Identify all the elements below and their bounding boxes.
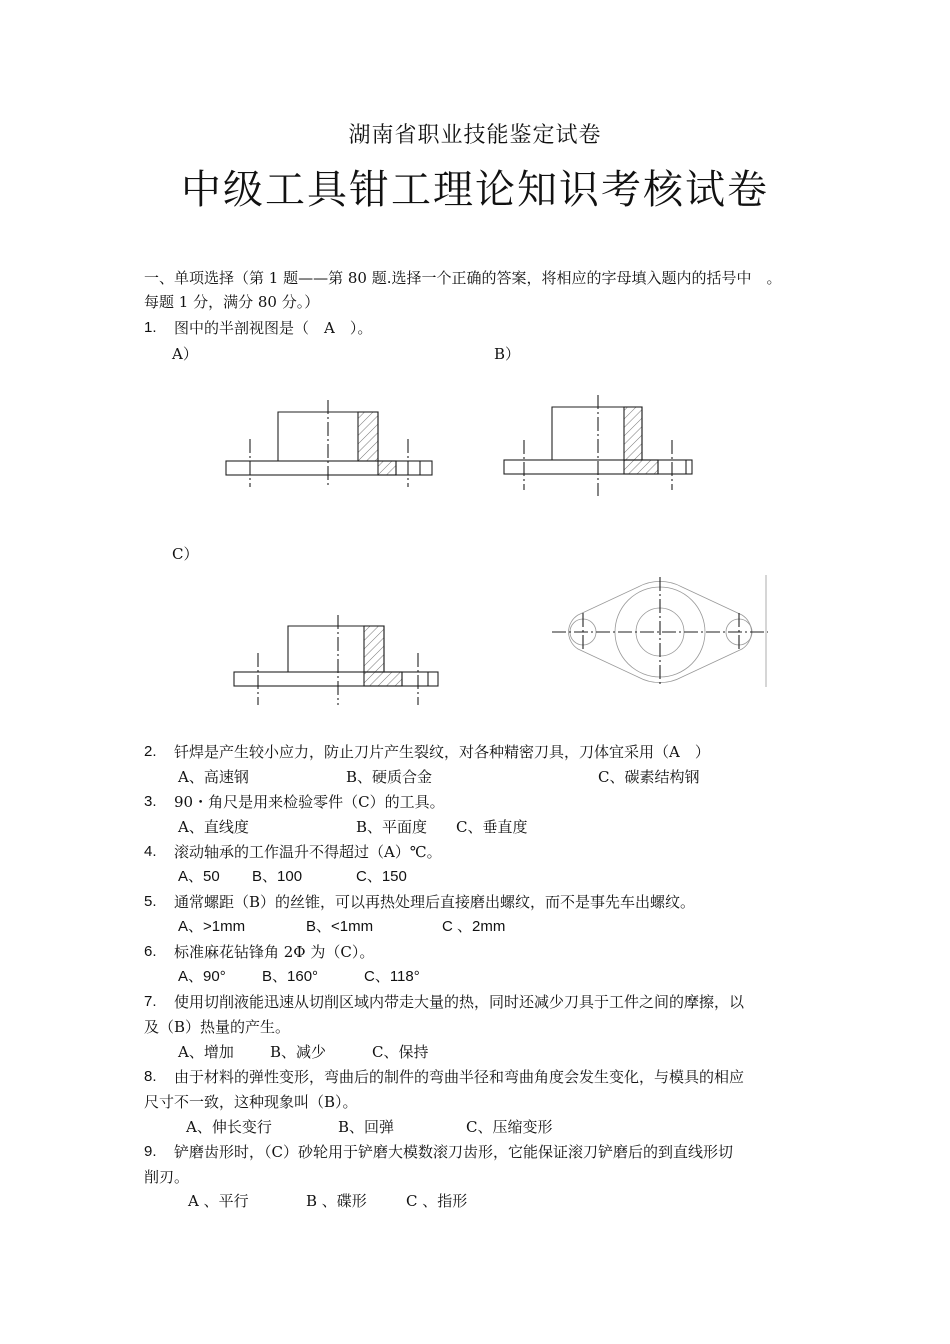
question-8-text: 由于材料的弹性变形，弯曲后的制件的弯曲半径和弯曲角度会发生变化，与模具的相应 bbox=[174, 1068, 745, 1086]
question-4-number: 4. bbox=[144, 843, 157, 860]
question-6-option-b: B、160° bbox=[262, 968, 319, 985]
question-6-text: 标准麻花钻锋角 2Φ 为（C）。 bbox=[174, 943, 375, 961]
figure-b-half-section bbox=[500, 390, 700, 500]
section-instruction-line2: 每题 1 分，满分 80 分。） bbox=[144, 293, 320, 311]
question-5-number: 5. bbox=[144, 893, 157, 910]
question-1-number: 1. bbox=[144, 319, 157, 336]
question-2-text: 钎焊是产生较小应力，防止刀片产生裂纹，对各种精密刀具，刀体宜采用（A ） bbox=[174, 743, 710, 761]
question-8-option-a: A、伸长变行 bbox=[186, 1118, 272, 1136]
question-4-text: 滚动轴承的工作温升不得超过（A）℃。 bbox=[174, 843, 442, 861]
question-8-option-b: B、回弹 bbox=[338, 1118, 395, 1136]
question-2-option-a: A、高速钢 bbox=[178, 768, 249, 786]
section-instruction-line1: 一、单项选择（第 1 题——第 80 题.选择一个正确的答案，将相应的字母填入题内的括号中 。 bbox=[144, 269, 782, 287]
question-7-option-a: A、增加 bbox=[178, 1043, 234, 1061]
question-9-number: 9. bbox=[144, 1143, 157, 1160]
question-1-text: 图中的半剖视图是（ A ）。 bbox=[174, 319, 373, 337]
question-4-option-c: C、150 bbox=[356, 868, 407, 885]
question-5-option-b: B、<1mm bbox=[306, 918, 374, 935]
question-6-option-a: A、90° bbox=[178, 968, 226, 985]
question-7-text: 使用切削液能迅速从切削区域内带走大量的热，同时还减少刀具于工件之间的摩擦，以 bbox=[174, 993, 745, 1011]
figure-c-half-section bbox=[228, 615, 448, 715]
question-6-number: 6. bbox=[144, 943, 157, 960]
question-3-option-a: A、直线度 bbox=[178, 818, 249, 836]
question-7-text-cont: 及（B）热量的产生。 bbox=[144, 1018, 291, 1036]
question-3-option-b: B、平面度 bbox=[356, 818, 428, 836]
figure-top-view bbox=[550, 575, 770, 690]
question-5-option-a: A、>1mm bbox=[178, 918, 246, 935]
question-8-number: 8. bbox=[144, 1068, 157, 1085]
question-6-option-c: C、118° bbox=[364, 968, 420, 985]
question-2-number: 2. bbox=[144, 743, 157, 760]
question-7-option-b: B、减少 bbox=[270, 1043, 327, 1061]
question-7-number: 7. bbox=[144, 993, 157, 1010]
figure-label-c: C） bbox=[172, 545, 199, 563]
question-9-option-a: A 、平行 bbox=[188, 1192, 249, 1210]
question-2-option-b: B、硬质合金 bbox=[346, 768, 433, 786]
question-9-text: 铲磨齿形时，（C）砂轮用于铲磨大模数滚刀齿形，它能保证滚刀铲磨后的到直线形切 bbox=[174, 1143, 733, 1161]
exam-subtitle: 湖南省职业技能鉴定试卷 bbox=[348, 123, 602, 148]
exam-title: 中级工具钳工理论知识考核试卷 bbox=[181, 167, 769, 213]
question-9-text-cont: 削刃。 bbox=[144, 1168, 190, 1186]
question-5-text: 通常螺距（B）的丝锥，可以再热处理后直接磨出螺纹，而不是事先车出螺纹。 bbox=[174, 893, 696, 911]
question-8-text-cont: 尺寸不一致，这种现象叫（B）。 bbox=[144, 1093, 358, 1111]
question-9-option-b: B 、碟形 bbox=[306, 1192, 367, 1210]
question-2-option-c: C、碳素结构钢 bbox=[598, 768, 700, 786]
question-5-option-c: C 、2mm bbox=[442, 918, 506, 935]
question-8-option-c: C、压缩变形 bbox=[466, 1118, 553, 1136]
figure-label-b: B） bbox=[494, 345, 521, 363]
question-9-option-c: C 、指形 bbox=[406, 1192, 468, 1210]
figure-a-half-section bbox=[220, 395, 440, 495]
question-3-option-c: C、垂直度 bbox=[456, 818, 528, 836]
question-7-option-c: C、保持 bbox=[372, 1043, 429, 1061]
question-3-text: 90・角尺是用来检验零件（C）的工具。 bbox=[174, 793, 445, 811]
question-4-option-a: A、50 bbox=[178, 868, 220, 885]
question-3-number: 3. bbox=[144, 793, 157, 810]
question-4-option-b: B、100 bbox=[252, 868, 303, 885]
figure-label-a: A） bbox=[172, 345, 198, 363]
